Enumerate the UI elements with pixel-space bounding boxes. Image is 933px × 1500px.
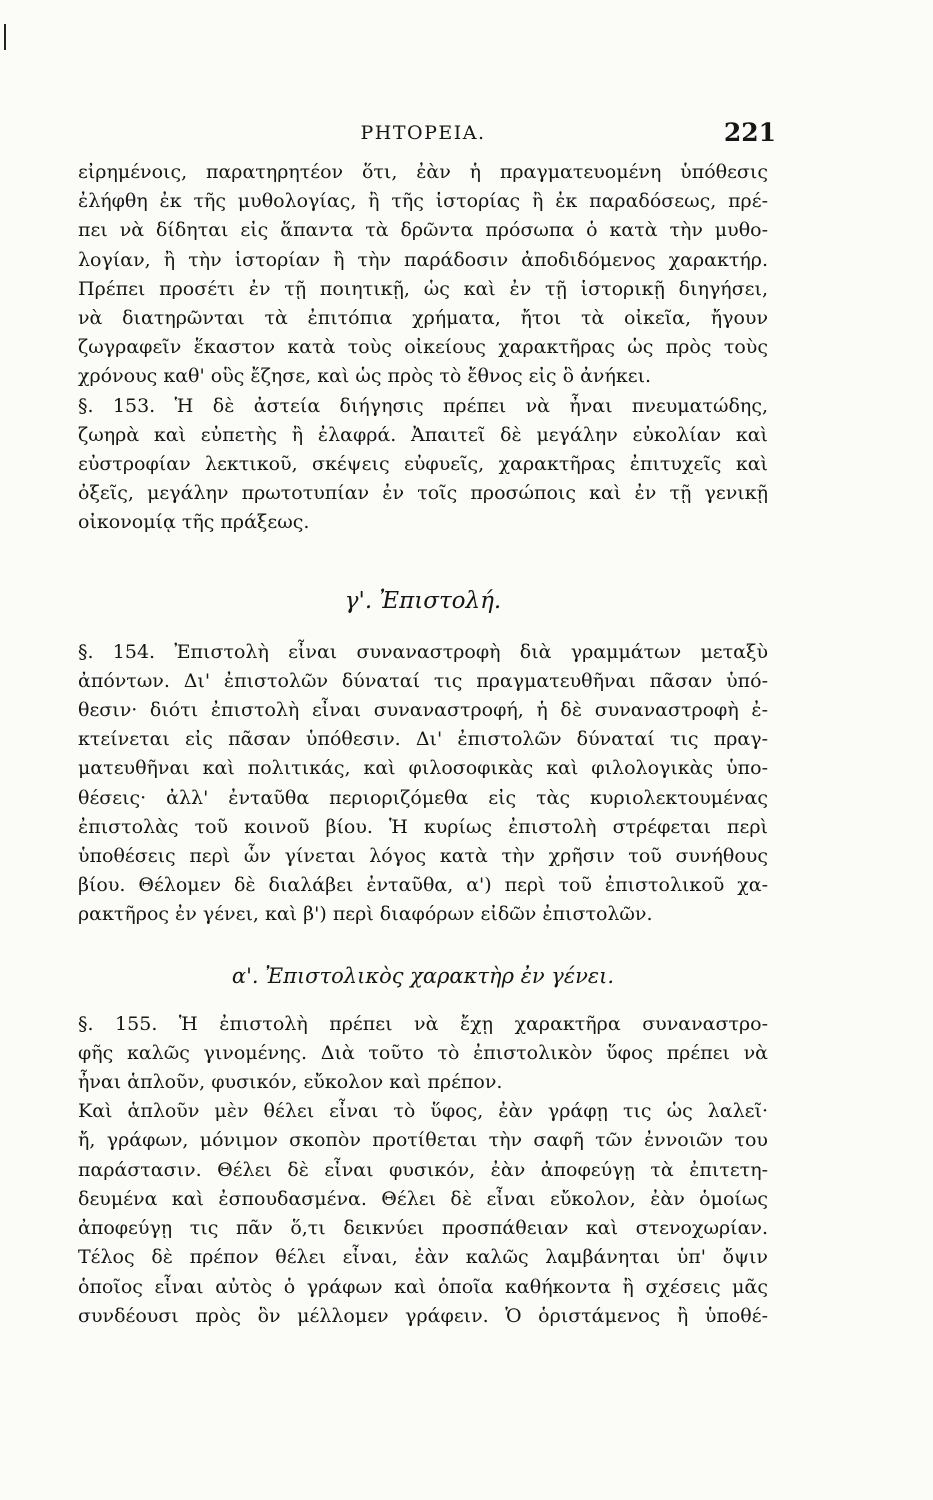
text-line: ἀπόντων. Δι' ἐπιστολῶν δύναταί τις πραγματευθῆναι πᾶσαν ὑπό- xyxy=(78,669,768,692)
text-line: Πρέπει προσέτι ἐν τῇ ποιητικῇ, ὡς καὶ ἐν τῇ ἱστορικῇ διηγήσει, xyxy=(78,277,768,300)
text-line: Καὶ ἁπλοῦν μὲν θέλει εἶναι τὸ ὕφος, ἐὰν γράφῃ τις ὡς λαλεῖ· xyxy=(78,1100,768,1123)
text-line: §. 155. Ἡ ἐπιστολὴ πρέπει νὰ ἔχῃ χαρακτῆρα συναναστρο- xyxy=(78,1012,768,1035)
book-page xyxy=(78,118,776,1331)
text-line: Τέλος δὲ πρέπον θέλει εἶναι, ἐὰν καλῶς λαμβάνηται ὑπ' ὄψιν xyxy=(78,1246,768,1269)
text-line: οἰκονομίᾳ τῆς πράξεως. xyxy=(78,511,310,534)
text-line: θέσεις· ἀλλ' ἐνταῦθα περιοριζόμεθα εἰς τὰς κυριολεκτουμένας xyxy=(78,786,768,809)
text-line: ρακτῆρος ἐν γένει, καὶ β') περὶ διαφόρων εἰδῶν ἐπιστολῶν. xyxy=(78,903,653,926)
text-line: §. 153. Ἡ δὲ ἀστεία διήγησις πρέπει νὰ ἦναι πνευματώδης, xyxy=(78,394,768,417)
text-line: ματευθῆναι καὶ πολιτικάς, καὶ φιλοσοφικὰς καὶ φιλολογικὰς ὑπο- xyxy=(78,757,768,780)
page-number: 221 xyxy=(723,118,776,147)
text-line: θεσιν· διότι ἐπιστολὴ εἶναι συναναστροφή, ἡ δὲ συναναστροφὴ ἐ- xyxy=(78,699,768,722)
text-line: νὰ διατηρῶνται τὰ ἐπιτόπια χρήματα, ἤτοι τὰ οἰκεῖα, ἤγουν xyxy=(78,307,768,330)
text-line: ζωηρὰ καὶ εὐπετὴς ἢ ἐλαφρά. Ἀπαιτεῖ δὲ μεγάλην εὐκολίαν καὶ xyxy=(78,423,768,446)
text-line: §. 154. Ἐπιστολὴ εἶναι συναναστροφὴ διὰ γραμμάτων μεταξὺ xyxy=(78,640,768,663)
paragraph-154 xyxy=(78,638,768,930)
text-line: δευμένα καὶ ἐσπουδασμένα. Θέλει δὲ εἶναι εὔκολον, ἐὰν ὁμοίως xyxy=(78,1187,768,1210)
section-heading: γ'. Ἐπιστολή. xyxy=(344,587,502,614)
sub-heading: α'. Ἐπιστολικὸς χαρακτὴρ ἐν γένει. xyxy=(231,963,615,988)
text-line: παράστασιν. Θέλει δὲ εἶναι φυσικόν, ἐὰν ἀποφεύγῃ τὰ ἐπιτετη- xyxy=(78,1158,768,1181)
page-edge-mark xyxy=(4,24,6,50)
paragraph-153 xyxy=(78,392,768,538)
running-title: ΡΗΤΟΡΕΙΑ. xyxy=(360,122,486,144)
paragraph-155 xyxy=(78,1010,768,1098)
text-line: ὀξεῖς, μεγάλην πρωτοτυπίαν ἐν τοῖς προσώποις καὶ ἐν τῇ γενικῇ xyxy=(78,482,768,505)
text-line: ἀποφεύγῃ τις πᾶν ὅ,τι δεικνύει προσπάθειαν καὶ στενοχωρίαν. xyxy=(78,1217,768,1240)
text-line: λογίαν, ἢ τὴν ἱστορίαν ἢ τὴν παράδοσιν ἀποδιδόμενος χαρακτήρ. xyxy=(78,248,768,271)
text-line: βίου. Θέλομεν δὲ διαλάβει ἐνταῦθα, α') περὶ τοῦ ἐπιστολικοῦ χα- xyxy=(78,874,768,897)
text-line: ἦναι ἁπλοῦν, φυσικόν, εὔκολον καὶ πρέπον. xyxy=(78,1071,503,1094)
paragraph-style-qualities xyxy=(78,1097,768,1331)
text-line: ὁποῖος εἶναι αὐτὸς ὁ γράφων καὶ ὁποῖα καθήκοντα ἢ σχέσεις μᾶς xyxy=(78,1275,768,1298)
text-line: φῆς καλῶς γινομένης. Διὰ τοῦτο τὸ ἐπιστολικὸν ὕφος πρέπει νὰ xyxy=(78,1041,768,1064)
text-line: ἤ, γράφων, μόνιμον σκοπὸν προτίθεται τὴν σαφῆ τῶν ἐννοιῶν του xyxy=(78,1129,768,1152)
text-line: χρόνους καθ' οὓς ἔζησε, καὶ ὡς πρὸς τὸ ἔθνος εἰς ὃ ἀνήκει. xyxy=(78,365,652,388)
text-line: ἐπιστολὰς τοῦ κοινοῦ βίου. Ἡ κυρίως ἐπιστολὴ στρέφεται περὶ xyxy=(78,815,768,838)
text-line: εὐστροφίαν λεκτικοῦ, σκέψεις εὐφυεῖς, χαρακτῆρας ἐπιτυχεῖς καὶ xyxy=(78,453,768,476)
text-line: εἰρημένοις, παρατηρητέον ὅτι, ἐὰν ἡ πραγματευομένη ὑπόθεσις xyxy=(78,161,768,183)
paragraph-character-rule xyxy=(78,158,768,392)
text-line: πει νὰ δίδηται εἰς ἅπαντα τὰ δρῶντα πρόσωπα ὁ κατὰ τὴν μυθο- xyxy=(78,219,768,242)
text-line: ὑποθέσεις περὶ ὧν γίνεται λόγος κατὰ τὴν χρῆσιν τοῦ συνήθους xyxy=(78,845,768,868)
text-line: κτείνεται εἰς πᾶσαν ὑπόθεσιν. Δι' ἐπιστολῶν δύναταί τις πραγ- xyxy=(78,728,768,751)
text-line: ἐλήφθη ἐκ τῆς μυθολογίας, ἢ τῆς ἱστορίας ἢ ἐκ παραδόσεως, πρέ- xyxy=(78,190,768,213)
running-head xyxy=(78,118,776,158)
text-line: ζωγραφεῖν ἕκαστον κατὰ τοὺς οἰκείους χαρακτῆρας ὡς πρὸς τοὺς xyxy=(78,336,768,359)
text-line: συνδέουσι πρὸς ὃν μέλλομεν γράφειν. Ὁ ὁριστάμενος ἢ ὑποθέ- xyxy=(78,1304,768,1327)
